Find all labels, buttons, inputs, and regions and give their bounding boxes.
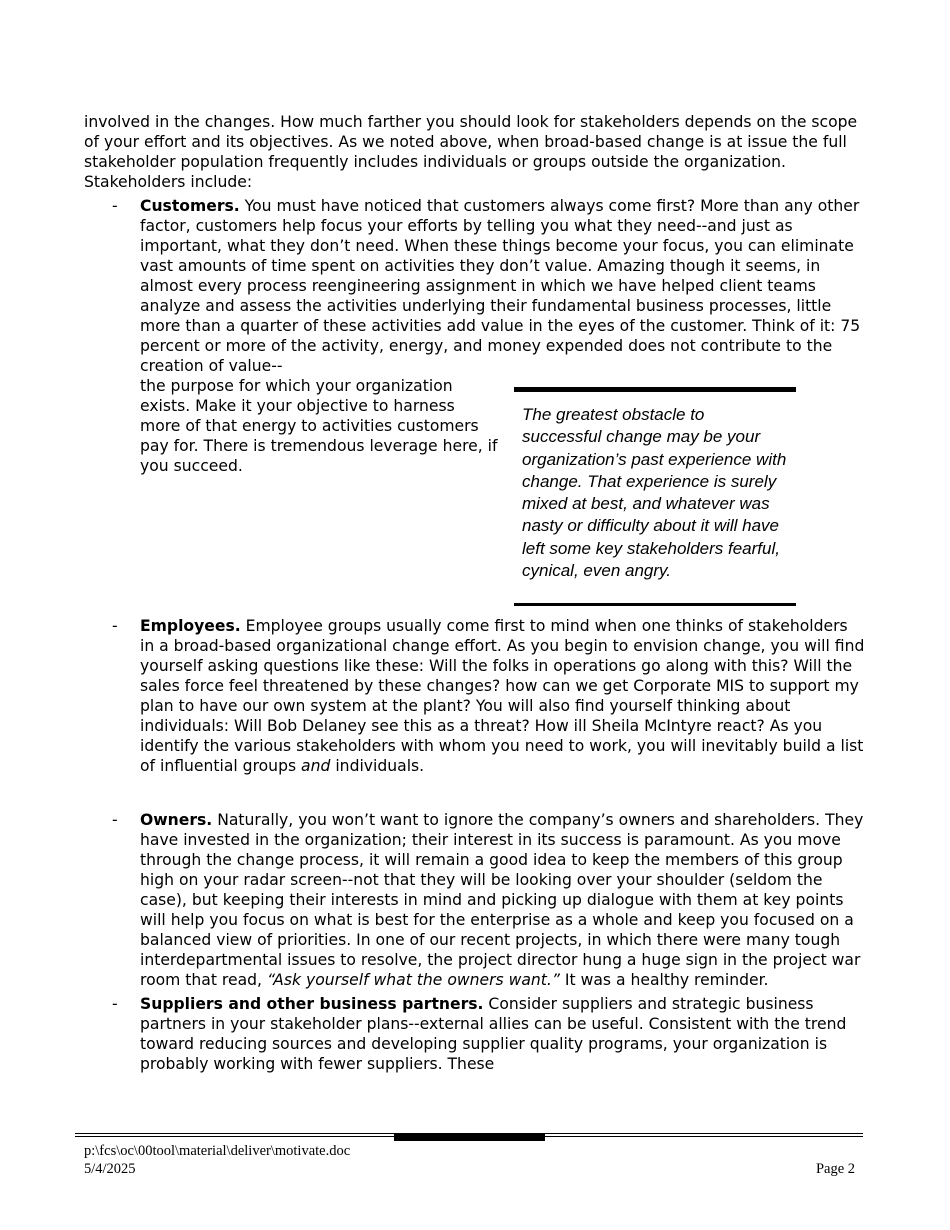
employees-paragraph xyxy=(140,617,864,775)
pull-quote-text: The greatest obstacle to successful change may be your organization’s past experience with change. That experience is surely mixed at best, and whatever was nasty or difficulty about it will have left some key stakeholders fearful, cynical, even angry. xyxy=(522,405,787,581)
footer-file-path: p:\fcs\oc\00tool\material\deliver\motivate.doc xyxy=(84,1143,351,1159)
customers-heading: Customers. xyxy=(140,197,240,215)
owners-body-end: It was a healthy reminder. xyxy=(559,971,769,989)
paragraph-gap xyxy=(84,776,866,806)
footer-page-number: Page 2 xyxy=(815,1161,855,1177)
list-item-suppliers xyxy=(84,994,866,1074)
suppliers-heading: Suppliers and other business partners. xyxy=(140,995,484,1013)
customers-body: You must have noticed that customers always come first? More than any other factor, customers help focus your efforts by telling you what they need--and just as important, what they don’t need. When these things become your focus, you can eliminate vast amounts of time spent on activities they don’t value. Amazing though it seems, in almost every process reengineering assignment in which we have helped client teams analyze and assess the activities underlying their fundamental business processes, little more than a quarter of these activities add value in the eyes of the customer. Think of it: 75 percent or more of the activity, energy, and money expended does not contribute to the creation of value-- xyxy=(140,197,861,375)
intro-paragraph: involved in the changes. How much farther you should look for stakeholders depends on the scope of your effort and its objectives. As we noted above, when broad-based change is at issue the full stakeholder population frequently includes individuals or groups outside the organization. Stakeholders include: xyxy=(84,113,858,191)
list-item-owners xyxy=(84,810,866,990)
suppliers-paragraph xyxy=(140,995,846,1073)
employees-body-end: individuals. xyxy=(330,757,425,775)
suppliers-body: Consider suppliers and strategic business partners in your stakeholder plans--external allies can be useful. Consistent with the trend toward reducing sources and developing supplier quality programs, your organization is probably working with fewer suppliers. These xyxy=(140,995,847,1073)
employees-body: Employee groups usually come first to mind when one thinks of stakeholders in a broad-based organizational change effort. As you begin to envision change, you will find yourself asking questions like these: Will the folks in operations go along with this? Will the sales force feel threatened by these changes? how can we get Corporate MIS to support my plan to have our own system at the plant? You will also find yourself thinking about individuals: Will Bob Delaney see this as a threat? How ill Sheila McIntyre react? As you identify the various stakeholders with whom you need to work, you will inevitably build a list of influential groups xyxy=(140,617,865,775)
employees-emphasis: and xyxy=(301,757,331,775)
owners-quote: “Ask yourself what the owners want.” xyxy=(266,971,560,989)
footer-date: 5/4/2025 xyxy=(84,1161,136,1177)
bullet-dash: - xyxy=(112,811,118,829)
bullet-dash: - xyxy=(112,995,118,1013)
bullet-dash: - xyxy=(112,197,118,215)
owners-paragraph xyxy=(140,811,863,989)
pull-quote xyxy=(514,387,796,606)
customers-paragraph xyxy=(140,197,860,375)
employees-heading: Employees. xyxy=(140,617,241,635)
bullet-dash: - xyxy=(112,617,118,635)
list-item-employees xyxy=(84,616,866,776)
footer-center-bar xyxy=(394,1134,545,1141)
customers-tail: the purpose for which your organization exists. Make it your objective to harness more of that energy to activities customers pay for. There is tremendous leverage here, if you succeed. xyxy=(140,377,498,475)
owners-body: Naturally, you won’t want to ignore the company’s owners and shareholders. They have invested in the organization; their interest in its success is paramount. As you move through the change process, it will remain a good idea to keep the members of this group high on your radar screen--not that they will be looking over your shoulder (seldom the case), but keeping their interests in mind and picking up dialogue with them at key points will help you focus on what is best for the enterprise as a whole and keep you focused on a balanced view of priorities. In one of our recent projects, in which there were many tough interdepartmental issues to resolve, the project director hung a huge sign in the project war room that read, xyxy=(140,811,864,989)
owners-heading: Owners. xyxy=(140,811,213,829)
